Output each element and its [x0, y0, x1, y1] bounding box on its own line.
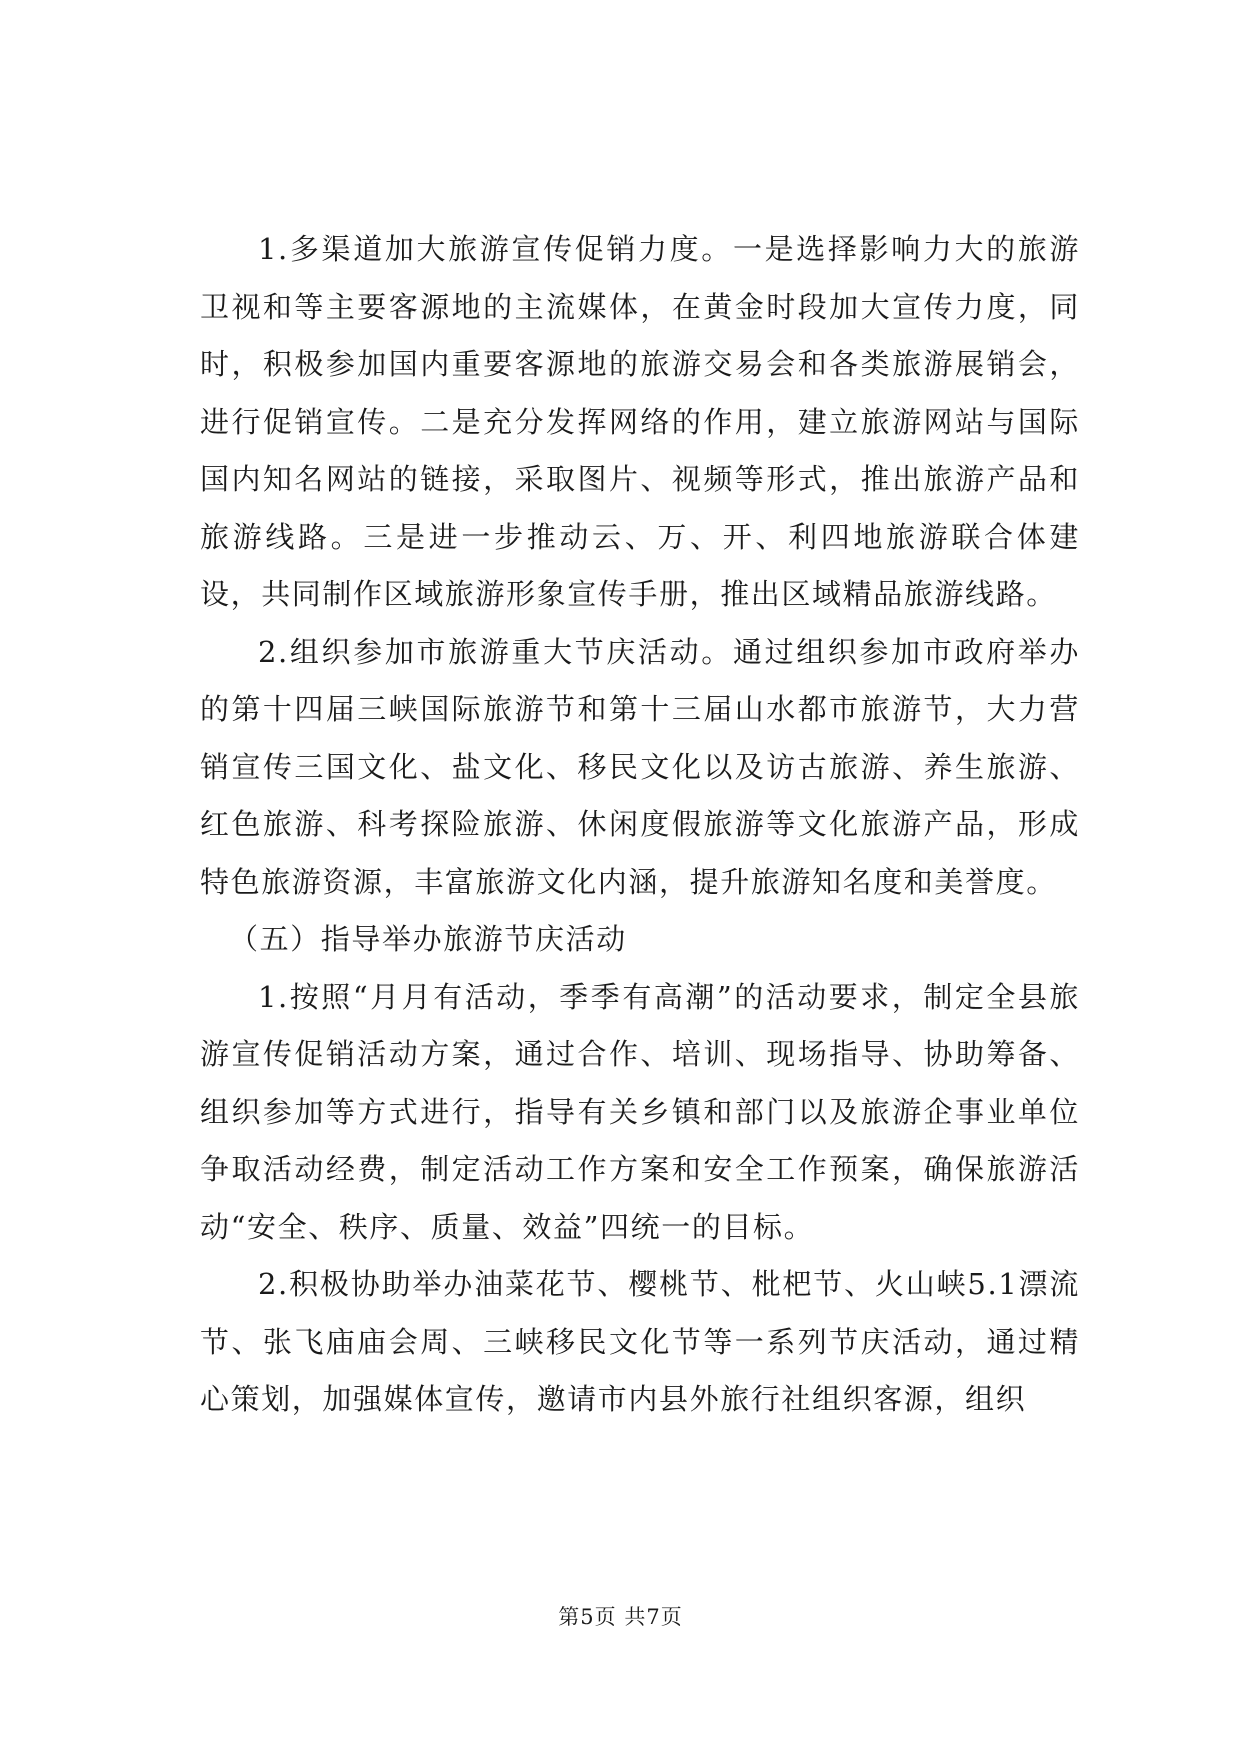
paragraph-activity-plan: 1.按照“月月有活动，季季有高潮”的活动要求，制定全县旅游宣传促销活动方案，通过合作、培训、现场指导、协助筹备、组织参加等方式进行，指导有关乡镇和部门以及旅游企事业单位争取活动经费，制定活动工作方案和安全工作预案，确保旅游活动“安全、秩序、质量、效益”四统一的目标。 — [200, 979, 1080, 1244]
paragraph-festival-participation: 2.组织参加市旅游重大节庆活动。通过组织参加市政府举办的第十四届三峡国际旅游节和第十三届山水都市旅游节，大力营销宣传三国文化、盐文化、移民文化以及访古旅游、养生旅游、红色旅游、科考探险旅游、休闲度假旅游等文化旅游产品，形成特色旅游资源，丰富旅游文化内涵，提升旅游知名度和美誉度。 — [200, 634, 1080, 899]
paragraph-festival-series: 2.积极协助举办油菜花节、樱桃节、枇杷节、火山峡5.1漂流节、张飞庙庙会周、三峡移民文化节等一系列节庆活动，通过精心策划，加强媒体宣传，邀请市内县外旅行社组织客源，组织 — [200, 1267, 1080, 1416]
paragraph-promotion-channels: 1.多渠道加大旅游宣传促销力度。一是选择影响力大的旅游卫视和等主要客源地的主流媒体，在黄金时段加大宣传力度，同时，积极参加国内重要客源地的旅游交易会和各类旅游展销会，进行促销宣传。二是充分发挥网络的作用，建立旅游网站与国际国内知名网站的链接，采取图片、视频等形式，推出旅游产品和旅游线路。三是进一步推动云、万、开、利四地旅游联合体建设，共同制作区域旅游形象宣传手册，推出区域精品旅游线路。 — [200, 232, 1080, 611]
page-footer: 第5页 共7页 — [558, 1605, 683, 1629]
document-body — [200, 221, 1080, 1429]
section-heading-five: （五）指导举办旅游节庆活动 — [229, 922, 627, 956]
